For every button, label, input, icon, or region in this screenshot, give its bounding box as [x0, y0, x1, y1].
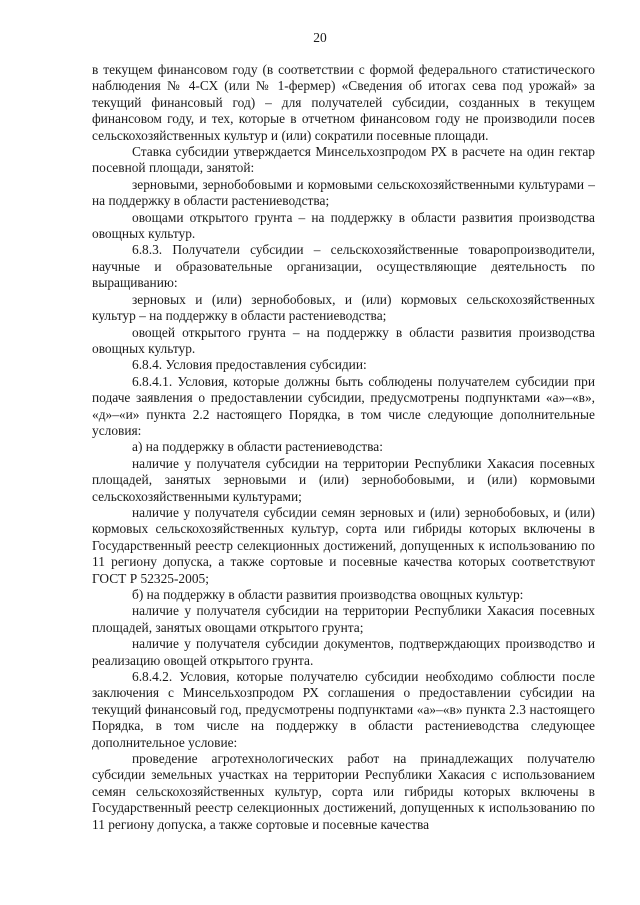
paragraph: наличие у получателя субсидии документов, подтверждающих производство и реализацию овощей открытого грунта. — [92, 636, 595, 668]
paragraph: Ставка субсидии утверждается Минсельхозпродом РХ в расчете на один гектар посевной площади, занятой: — [92, 144, 595, 176]
page-number: 20 — [313, 30, 327, 45]
paragraph: 6.8.4.2. Условия, которые получателю субсидии необходимо соблюсти после заключения с Минсельхозпродом РХ соглашения о предоставлении субсидии на текущий финансовый год, предусмотрены подпунктами «а»–«в» пункта 2.3 настоящего Порядка, в том числе на поддержку в области растениеводства следующее дополнительное условие: — [92, 669, 595, 750]
paragraph: зерновыми, зернобобовыми и кормовыми сельскохозяйственными культурами – на поддержку в области растениеводства; — [92, 176, 595, 209]
paragraph: наличие у получателя субсидии на территории Республики Хакасия посевных площадей, занятых овощами открытого грунта; — [92, 603, 595, 635]
paragraph: наличие у получателя субсидии на территории Республики Хакасия посевных площадей, занятых зерновыми и (или) зернобобовыми, и (или) кормовыми сельскохозяйственными культурами; — [92, 455, 595, 504]
paragraph: овощей открытого грунта – на поддержку в области развития производства овощных культур. — [92, 324, 595, 356]
paragraph: 6.8.4.1. Условия, которые должны быть соблюдены получателем субсидии при подаче заявления о предоставлении субсидии, предусмотрены подпунктами «а»–«в», «д»–«и» пункта 2.2 настоящего Порядка, в том числе следующие дополнительные условия: — [92, 373, 595, 438]
paragraph: а) на поддержку в области растениеводства: — [132, 439, 383, 455]
paragraph: 6.8.3. Получатели субсидии – сельскохозяйственные товаропроизводители, научные и образовательные организации, осуществляющие деятельность по выращиванию: — [92, 242, 595, 291]
paragraph: наличие у получателя субсидии семян зерновых и (или) зернобобовых, и (или) кормовых сельскохозяйственных культур, сорта или гибриды которых включены в Государственный реестр селекционных достижений, допущенных к использованию по 11 региону допуска, а также сортовые и посевные качества которых соответствуют ГОСТ Р 52325-2005; — [92, 504, 595, 586]
section-heading: 6.8.4. Условия предоставления субсидии: — [132, 357, 367, 373]
paragraph: проведение агротехнологических работ на принадлежащих получателю субсидии земельных участках на территории Республики Хакасия с использованием семян сельскохозяйственных культур, сорта или гибриды которых включены в Государственный реестр селекционных достижений, допущенных к использованию по 11 региону допуска, а также сортовые и посевные качества — [92, 751, 595, 832]
paragraph: овощами открытого грунта – на поддержку в области развития производства овощных культур. — [92, 209, 595, 242]
paragraph: б) на поддержку в области развития производства овощных культур: — [132, 587, 524, 602]
paragraph: зерновых и (или) зернобобовых, и (или) кормовых сельскохозяйственных культур – на поддержку в области растениеводства; — [92, 291, 595, 324]
document-body — [92, 62, 595, 833]
paragraph: в текущем финансовом году (в соответствии с формой федерального статистического наблюдения № 4-СХ (или № 1-фермер) «Сведения об итогах сева под урожай» за текущий финансовый год) – для получателей субсидии, созданных в текущем финансовом году, и тех, которые в отчетном финансовом году не производили посев сельскохозяйственных культур и (или) сократили посевные площади. — [92, 62, 595, 143]
